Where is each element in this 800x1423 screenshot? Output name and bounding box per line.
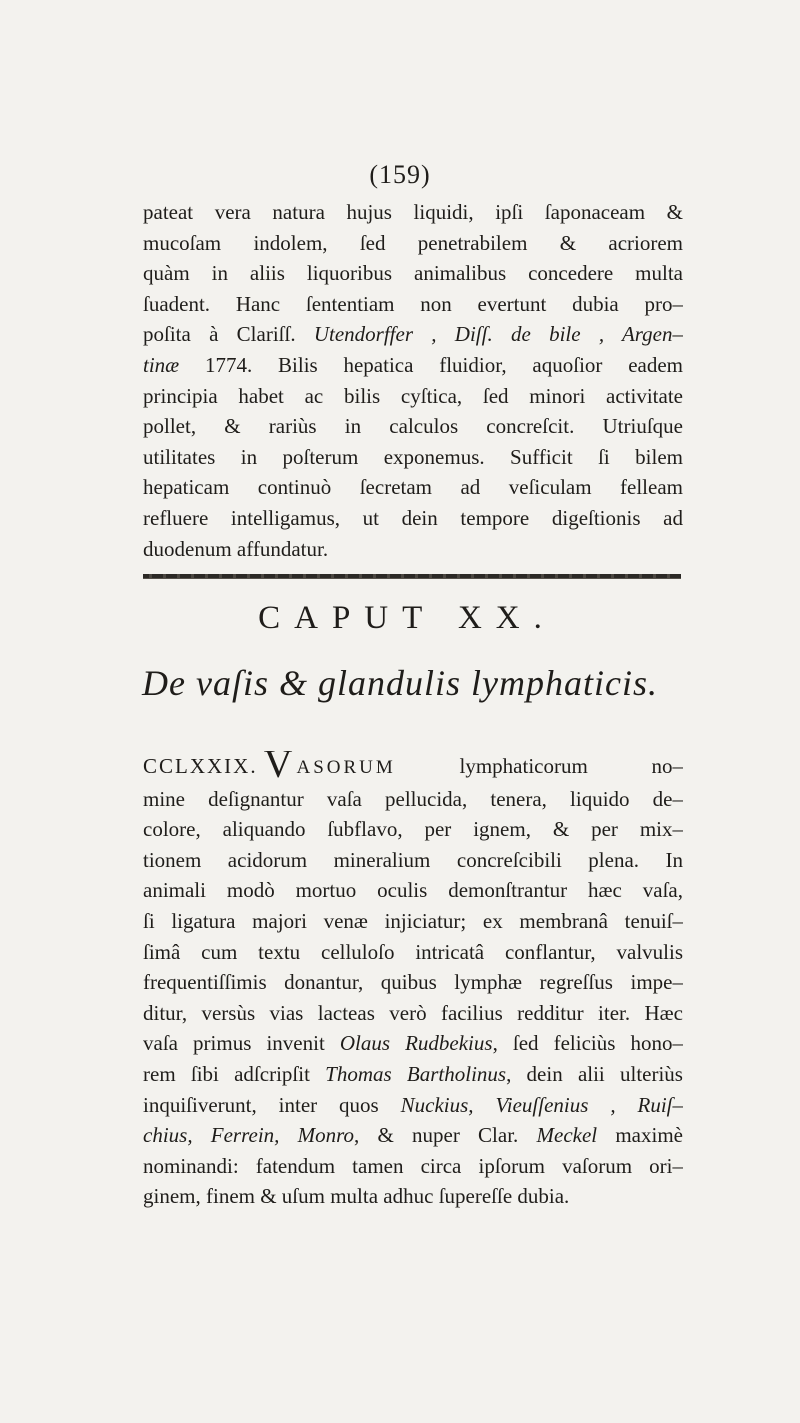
text-run: rem ſibi adſcripſit (143, 1061, 326, 1086)
text-line: frequentiſſimis donantur, quibus lymphæ regreſſus impe– (143, 970, 683, 995)
text-run: , ſed feliciùs hono– (492, 1031, 683, 1056)
text-line: quàm in aliis liquoribus animalibus concedere multa (143, 261, 683, 286)
italic-name: chius, Ferrein, Monro (143, 1123, 355, 1148)
text-run: inquiſiverunt, inter quos (143, 1092, 401, 1117)
drop-cap: V (263, 751, 293, 784)
section-number: CCLXXIX. (143, 754, 258, 778)
text-line (143, 1120, 683, 1151)
text-line: tionem acidorum mineralium concreſcibili plena. In (143, 847, 683, 872)
text-line: ſi ligatura majori venæ injiciatur; ex membranâ tenuiſ– (143, 908, 683, 933)
text-line: animali modò mortuo oculis demonſtrantur hæc vaſa, (143, 878, 683, 903)
text-run: lymphaticorum no– (395, 754, 683, 778)
text-line: utilitates in poſterum exponemus. Sufficit ſi bilem (143, 444, 683, 469)
text-run: , dein alii ulteriùs (506, 1061, 683, 1086)
text-line: pollet, & rariùs in calculos concreſcit. Utriuſque (143, 414, 683, 439)
italic-name: Meckel (536, 1123, 598, 1148)
page-number: (159) (369, 160, 431, 189)
italic-name: Olaus Rudbekius (339, 1031, 493, 1056)
paragraph-one (143, 197, 683, 564)
text-run: vaſa primus invenit (143, 1031, 340, 1056)
italic-citation: Utendorffer , Diſſ. de bile , Argen– (313, 322, 683, 347)
chapter-subtitle: De vaſis & glandulis lymphaticis. (142, 663, 658, 703)
text-line: ſuadent. Hanc ſententiam non evertunt dubia pro– (143, 291, 683, 316)
text-line (143, 1090, 683, 1121)
text-line: nominandi: fatendum tamen circa ipſorum vaſorum ori– (143, 1153, 683, 1178)
ornamental-rule (143, 574, 681, 579)
chapter-heading: CAPUT XX. (258, 600, 556, 636)
italic-citation: tinæ (143, 352, 180, 377)
text-line (143, 1059, 683, 1090)
text-run: , & nuper Clar. (354, 1123, 537, 1148)
italic-name: Thomas Bartholinus (325, 1061, 507, 1086)
text-line: principia habet ac bilis cyſtica, ſed minori activitate (143, 383, 683, 408)
italic-name: Nuckius, Vieuſſenius , Ruiſ– (400, 1092, 683, 1117)
text-line (143, 319, 683, 350)
text-line (143, 350, 683, 381)
text-line: ditur, versùs vias lacteas verò facilius redditur iter. Hæc (143, 1000, 683, 1025)
text-line: mucoſam indolem, ſed penetrabilem & acriorem (143, 230, 683, 255)
text-line (143, 751, 683, 784)
text-line: mine deſignantur vaſa pellucida, tenera, liquido de– (143, 786, 683, 811)
text-line: refluere intelligamus, ut dein tempore digeſtionis ad (143, 505, 683, 530)
text-line: ſimâ cum textu celluloſo intricatâ conflantur, valvulis (143, 939, 683, 964)
text-run: maximè (597, 1123, 683, 1148)
text-line: colore, aliquando ſubflavo, per ignem, & per mix– (143, 817, 683, 842)
text-line: hepaticam continuò ſecretam ad veſiculam felleam (143, 475, 683, 500)
text-line: duodenum affundatur. (143, 536, 329, 561)
text-line: pateat vera natura hujus liquidi, ipſi ſaponaceam & (143, 200, 683, 224)
opening-word: ASORUM (296, 757, 396, 778)
text-run: 1774. Bilis hepatica fluidior, aquoſior eadem (179, 352, 683, 377)
text-run: poſita à Clariſſ. (143, 322, 314, 347)
text-line: ginem, finem & uſum multa adhuc ſupereſſe dubia. (143, 1184, 570, 1209)
text-line (143, 1028, 683, 1059)
paragraph-two (143, 751, 683, 1212)
